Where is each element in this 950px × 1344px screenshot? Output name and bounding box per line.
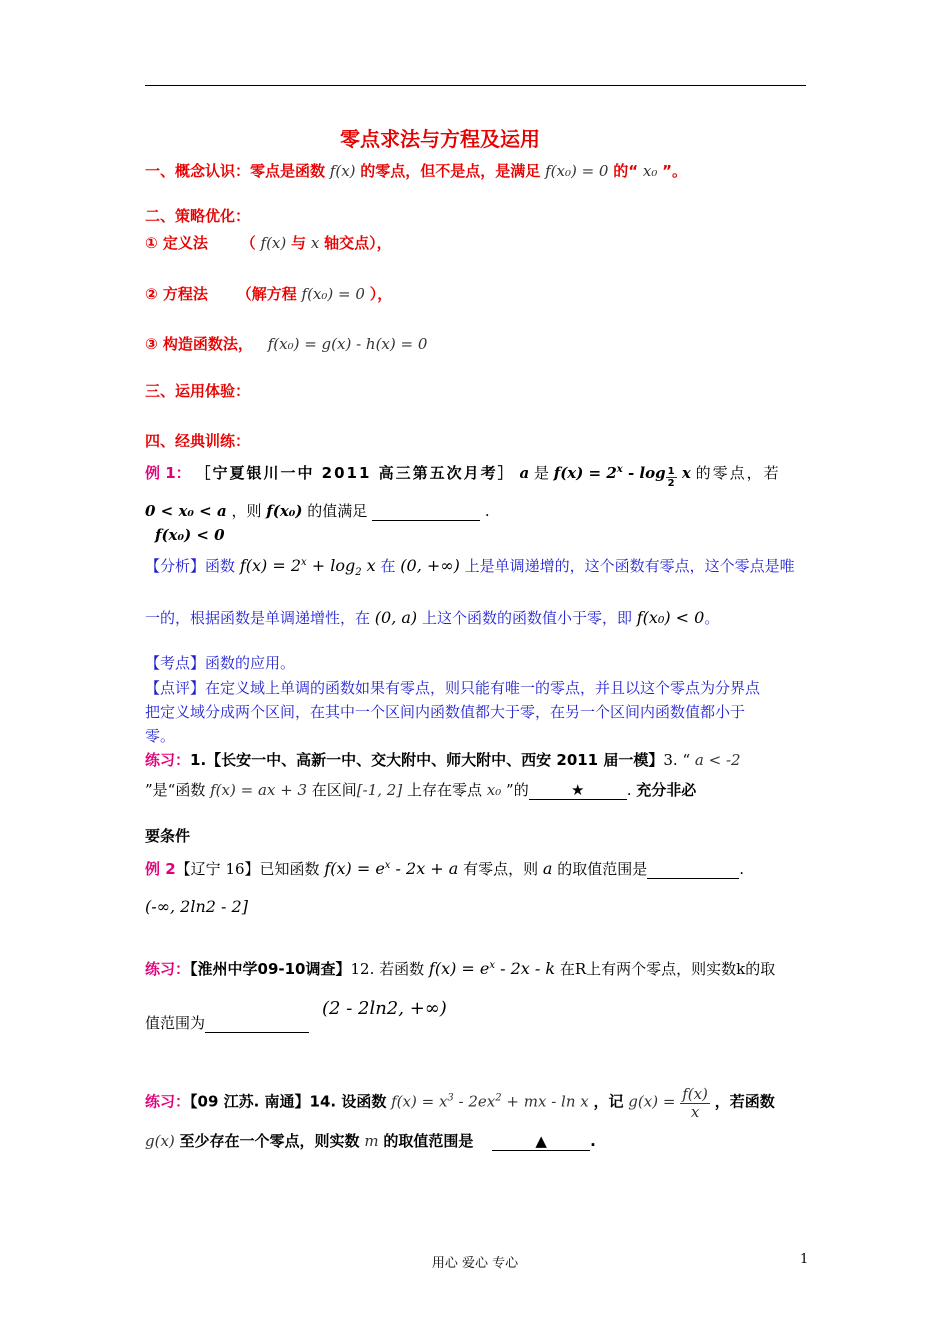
practice-3-line2: g(x) 至少存在一个零点，则实数 m 的取值范围是 ▲ .: [145, 1132, 596, 1150]
section-1: 一、概念认识：零点是函数 f(x) 的零点，但不是点，是满足 f(x₀) = 0 的“ x₀ ”。: [145, 162, 688, 180]
practice-2-line1: 练习：【淮州中学09-10调查】12. 若函数 $f(x) = e^x - 2x - k$ 在R上有两个零点，则实数k的取: [145, 959, 776, 978]
section-3-heading: 三、运用体验：: [145, 382, 251, 400]
answer-blank: [205, 1014, 309, 1033]
practice-3-line1: 练习：【09 江苏. 南通】14. 设函数 $f(x) = x^3 - 2ex^2$ + mx - ln x ，记 g(x) = $\frac{f(x)}{x}$ ，若函数: [145, 1085, 775, 1121]
page-number: 1: [800, 1252, 809, 1267]
footer-text: 用心 爱心 专心: [431, 1256, 519, 1271]
example-2-line: 例 2【辽宁 16】已知函数 $f(x) = e^x - 2x + a$ 有零点，则 a 的取值范围是 .: [145, 859, 745, 878]
example-1-comment-line1: 【点评】在定义域上单调的函数如果有零点，则只能有唯一的零点，并且以这个零点为分界点: [145, 679, 761, 697]
example-1-analysis-line1: 【分析】函数 $f(x) = 2^x + \log_2 x$ 在 (0, +∞) 上是单调递增的，这个函数有零点，这个零点是唯: [145, 556, 795, 578]
example-1-analysis-line2: 一的，根据函数是单调递增性，在 (0, a) 上这个函数的函数值小于零，即 f(x₀) < 0。: [145, 608, 720, 627]
strategy-definition: ① 定义法 （ f(x) 与 x 轴交点），: [145, 234, 392, 252]
strategy-construct: ③ 构造函数法， f(x₀) = g(x) - h(x) = 0: [145, 335, 428, 353]
answer-blank: [372, 502, 480, 521]
log-base-fraction: $\frac{1}{2}$: [667, 466, 675, 489]
example-1-line1: 例 1： ［宁夏银川一中 2011 高三第五次月考］ a 是 $f(x) = 2^x - \log$ $\frac{1}{2}$ x 的零点，若: [145, 464, 781, 489]
section-4-heading: 四、经典训练：: [145, 432, 251, 450]
example-1-answer: f(x₀) < 0: [155, 526, 225, 544]
example-1-topic: 【考点】函数的应用。: [145, 654, 296, 672]
answer-blank-triangle: ▲: [492, 1132, 590, 1151]
header-rule: [145, 85, 806, 86]
answer-blank: [647, 860, 739, 879]
example-2-answer: (-∞, 2ln2 - 2]: [145, 897, 248, 916]
practice-1-line2: ”是“函数 f(x) = ax + 3 在区间[-1, 2] 上存在零点 x₀ ”的 ★ . 充分非必: [145, 781, 697, 799]
example-1-comment-line3: 零。: [145, 727, 176, 745]
practice-1-line1: 练习：1.【长安一中、高新一中、交大附中、师大附中、西安 2011 届一模】3. “ a < -2: [145, 751, 741, 769]
practice-2-answer: (2 - 2ln2, +∞): [322, 998, 447, 1019]
strategy-equation: ② 方程法 （解方程 f(x₀) = 0 ），: [145, 285, 393, 303]
section-2-heading: 二、策略优化：: [145, 207, 251, 225]
example-1-comment-line2: 把定义域分成两个区间，在其中一个区间内函数值都大于零，在另一个区间内函数值都小于: [145, 703, 746, 721]
answer-blank-star: ★: [529, 781, 627, 800]
g-fraction: $\frac{f(x)}{x}$: [682, 1085, 708, 1121]
page-title: 零点求法与方程及运用: [340, 127, 540, 151]
practice-1-answer-cont: 要条件: [145, 827, 191, 845]
practice-2-line2: 值范围为: [145, 1012, 309, 1033]
example-1-line2: 0 < x₀ < a ，则 f(x₀) 的值满足 .: [145, 502, 490, 520]
